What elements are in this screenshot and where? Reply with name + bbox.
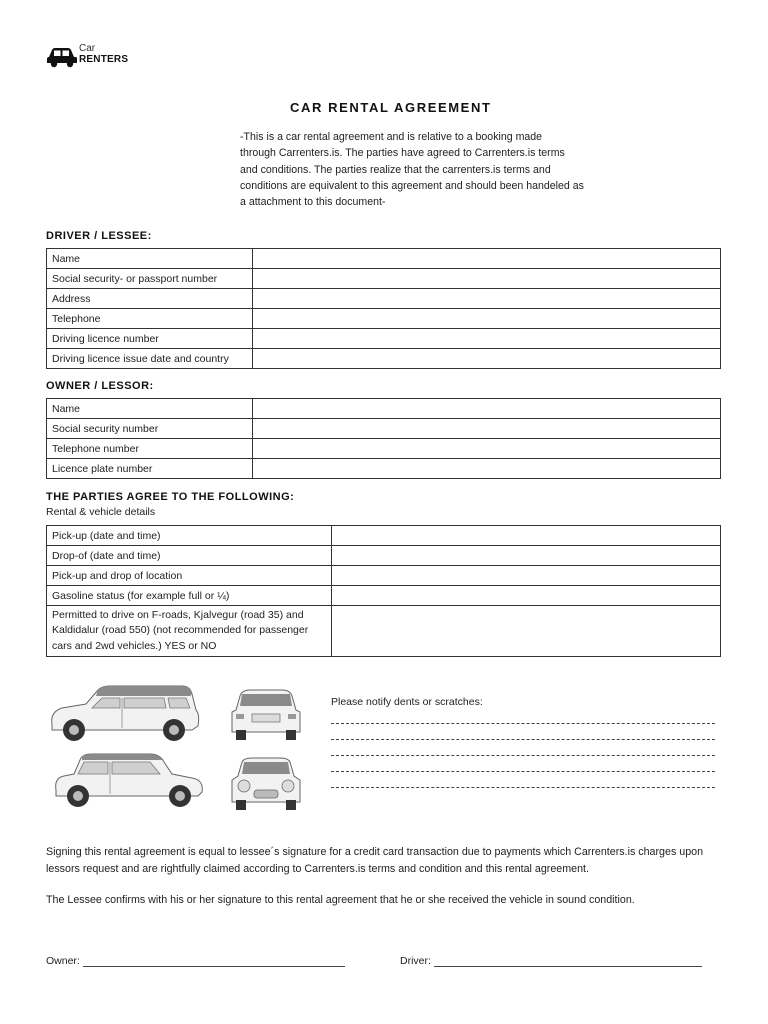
owner-plate-field[interactable] (253, 459, 721, 479)
driver-licence-issue-field[interactable] (253, 349, 721, 369)
confirm-paragraph (46, 892, 736, 909)
owner-signature (46, 954, 345, 967)
f-roads-field[interactable] (332, 606, 721, 657)
car-icon (46, 46, 78, 68)
owner-ssn-field[interactable] (253, 419, 721, 439)
table-row (47, 329, 721, 349)
agreement-subheading: Rental & vehicle details (46, 506, 156, 518)
field-label: Name (47, 399, 253, 419)
table-row (47, 349, 721, 369)
car-side-view-icon (52, 750, 208, 810)
damage-note-line[interactable] (331, 787, 715, 788)
table-row (47, 419, 721, 439)
field-label: Telephone number (47, 439, 253, 459)
field-label: Social security number (47, 419, 253, 439)
agreement-section-heading: THE PARTIES AGREE TO THE FOLLOWING: (46, 491, 295, 503)
intro-line: -This is a car rental agreement and is relative to a booking made (240, 131, 543, 143)
table-row (47, 289, 721, 309)
field-label: Pick-up and drop of location (47, 566, 332, 586)
intro-line: and conditions. The parties realize that the carrenters.is terms and (240, 163, 551, 176)
permit-line: cars and 2wd vehicles.) YES or NO (52, 639, 217, 652)
field-label: Address (47, 289, 253, 309)
table-row (47, 526, 721, 546)
paragraph-line: Signing this rental agreement is equal to lessee´s signature for a credit card transaction due to payments which Carrenters.is charges upon (46, 846, 704, 858)
permit-line: Kaldidalur (road 550) (not recommended for passenger (52, 624, 309, 637)
table-row (47, 309, 721, 329)
driver-id-field[interactable] (253, 269, 721, 289)
owner-signature-line[interactable] (83, 954, 345, 967)
damage-notes-label: Please notify dents or scratches: (331, 696, 483, 708)
driver-signature (400, 954, 702, 967)
driver-signature-line[interactable] (434, 954, 702, 967)
car-front-view-icon (230, 756, 302, 812)
dropoff-field[interactable] (332, 546, 721, 566)
owner-section-heading: OWNER / LESSOR: (46, 380, 154, 392)
driver-licence-field[interactable] (253, 329, 721, 349)
driver-table (46, 248, 721, 369)
damage-note-line[interactable] (331, 755, 715, 756)
paragraph-line: The Lessee confirms with his or her signature to this rental agreement that he or she received the vehicle in sound condition. (46, 894, 635, 906)
rental-details-table (46, 525, 721, 657)
owner-telephone-field[interactable] (253, 439, 721, 459)
driver-address-field[interactable] (253, 289, 721, 309)
driver-telephone-field[interactable] (253, 309, 721, 329)
field-label: Licence plate number (47, 459, 253, 479)
field-label: Social security- or passport number (47, 269, 253, 289)
field-label: Telephone (47, 309, 253, 329)
field-label: Gasoline status (for example full or ¼) (47, 586, 332, 606)
field-label: Pick-up (date and time) (47, 526, 332, 546)
document-title: CAR RENTAL AGREEMENT (290, 100, 492, 115)
logo-brand-text: RENTERS (79, 54, 129, 65)
field-label: Driving licence issue date and country (47, 349, 253, 369)
permit-line: Permitted to drive on F-roads, Kjalvegur (road 35) and (52, 608, 304, 621)
table-row (47, 249, 721, 269)
owner-table (46, 398, 721, 479)
field-label: Drop-of (date and time) (47, 546, 332, 566)
paragraph-line: lessors request and are rightfully claimed according to Carrenters.is terms and condition and this rental agreement. (46, 862, 589, 875)
damage-note-line[interactable] (331, 723, 715, 724)
driver-section-heading: DRIVER / LESSEE: (46, 230, 152, 242)
damage-note-line[interactable] (331, 739, 715, 740)
gasoline-field[interactable] (332, 586, 721, 606)
logo-small-text: Car (79, 43, 96, 54)
location-field[interactable] (332, 566, 721, 586)
intro-line: through Carrenters.is. The parties have agreed to Carrenters.is terms (240, 147, 565, 160)
pickup-field[interactable] (332, 526, 721, 546)
driver-signature-label: Driver: (400, 955, 431, 967)
car-side-view-icon (46, 684, 202, 746)
owner-name-field[interactable] (253, 399, 721, 419)
table-row (47, 586, 721, 606)
intro-text (240, 129, 600, 210)
owner-signature-label: Owner: (46, 955, 80, 967)
field-label: Driving licence number (47, 329, 253, 349)
table-row (47, 566, 721, 586)
field-label (47, 606, 332, 657)
driver-name-field[interactable] (253, 249, 721, 269)
table-row (47, 439, 721, 459)
table-row (47, 546, 721, 566)
table-row (47, 399, 721, 419)
signing-paragraph (46, 844, 736, 877)
table-row (47, 459, 721, 479)
car-renters-logo (46, 42, 136, 72)
car-rear-view-icon (230, 688, 302, 742)
damage-note-line[interactable] (331, 771, 715, 772)
table-row (47, 606, 721, 657)
table-row (47, 269, 721, 289)
field-label: Name (47, 249, 253, 269)
intro-line: conditions are equivalent to this agreement and should been handeled as (240, 179, 584, 192)
intro-line: a attachment to this document- (240, 196, 386, 209)
